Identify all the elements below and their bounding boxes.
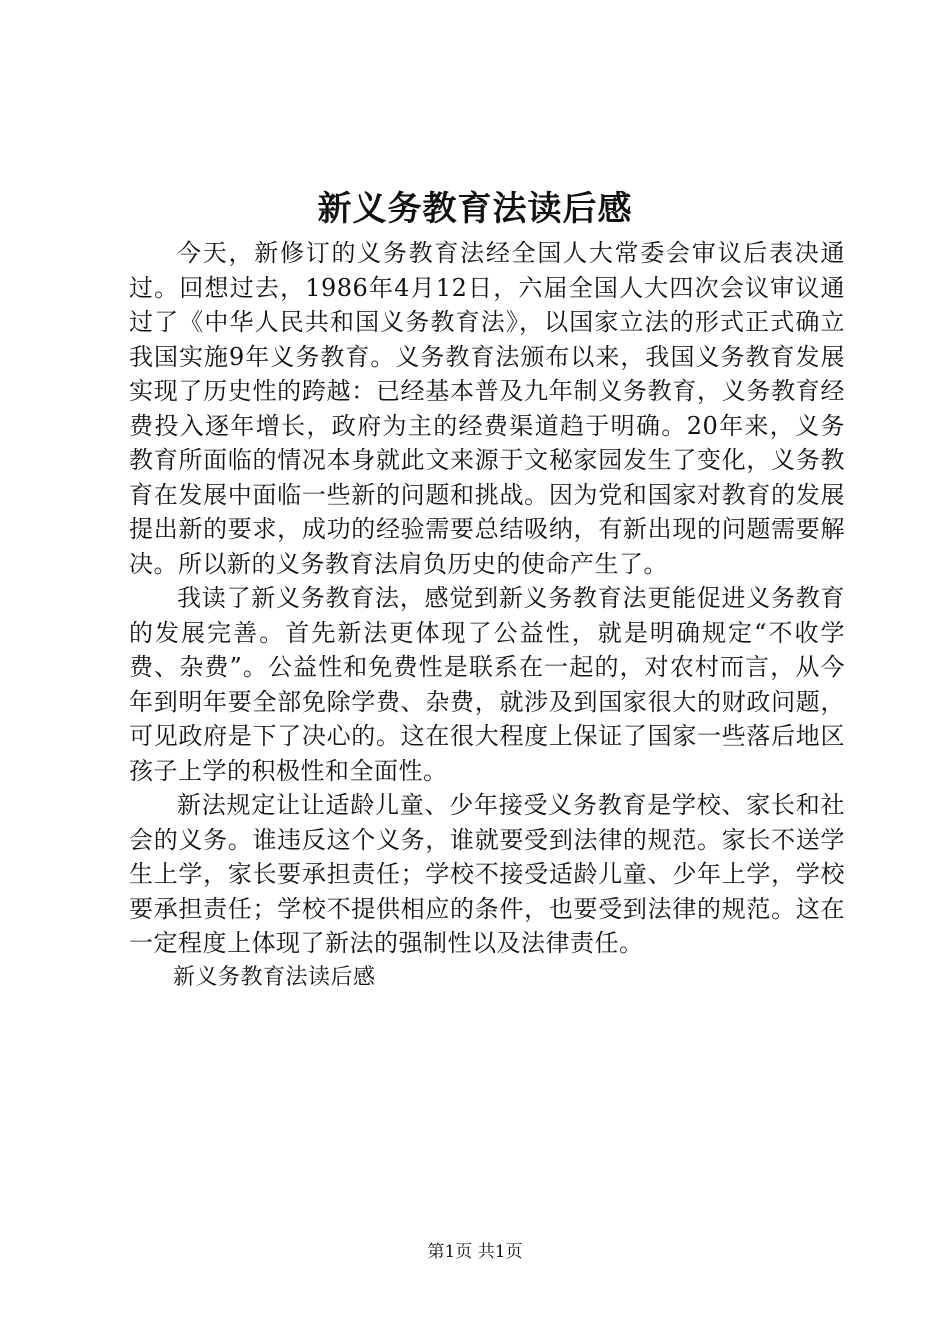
page-footer: 第1页 共1页 <box>427 1242 523 1262</box>
document-title: 新义务教育法读后感 <box>317 189 633 229</box>
paragraph-3: 新法规定让让适龄儿童、少年接受义务教育是学校、家长和社会的义务。谁违反这个义务，谁就要受到法律的规范。家长不送学生上学，家长要承担责任；学校不接受适龄儿童、少年上学，学校要承担责任；学校不提供相应的条件，也要受到法律的规范。这在一定程度上体现了新法的强制性以及法律责任。 <box>129 791 845 957</box>
document-body <box>129 236 845 995</box>
paragraph-1: 今天，新修订的义务教育法经全国人大常委会审议后表决通过。回想过去，1986年4月12日，六届全国人大四次会议审议通过了《中华人民共和国义务教育法》，以国家立法的形式正式确立我国实施9年义务教育。义务教育法颁布以来，我国义务教育发展实现了历史性的跨越：已经基本普及九年制义务教育，义务教育经费投入逐年增长，政府为主的经费渠道趋于明确。20年来，义务教育所面临的情况本身就此文来源于文秘家园发生了变化，义务教育在发展中面临一些新的问题和挑战。因为党和国家对教育的发展提出新的要求，成功的经验需要总结吸纳，有新出现的问题需要解决。所以新的义务教育法肩负历史的使命产生了。 <box>129 239 845 578</box>
closing-line: 新义务教育法读后感 <box>173 964 376 990</box>
paragraph-2: 我读了新义务教育法，感觉到新义务教育法更能促进义务教育的发展完善。首先新法更体现了公益性，就是明确规定“不收学费、杂费”。公益性和免费性是联系在一起的，对农村而言，从今年到明年要全部免除学费、杂费，就涉及到国家很大的财政问题，可见政府是下了决心的。这在很大程度上保证了国家一些落后地区孩子上学的积极性和全面性。 <box>129 584 845 785</box>
